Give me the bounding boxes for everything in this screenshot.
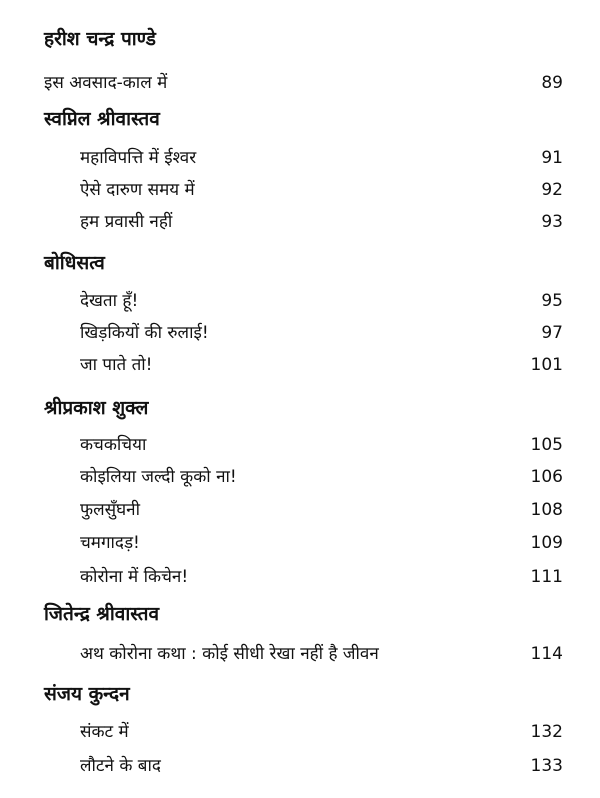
poem-title: कोरोना में किचेन! [80, 567, 189, 587]
page-number: 97 [541, 323, 563, 343]
toc-entry [0, 177, 600, 203]
toc-entry [0, 753, 600, 779]
poem-title: संकट में [80, 722, 129, 742]
author-heading: स्वप्निल श्रीवास्तव [44, 108, 160, 130]
page-number: 93 [541, 212, 563, 232]
toc-entry [0, 564, 600, 590]
toc-entry [0, 320, 600, 346]
page-number: 91 [541, 148, 563, 168]
poem-title: महाविपत्ति में ईश्वर [80, 148, 197, 168]
toc-entry [0, 70, 600, 96]
toc-entry [0, 464, 600, 490]
poem-title: इस अवसाद-काल में [44, 73, 168, 93]
page-number: 133 [530, 756, 563, 776]
page-number: 89 [541, 73, 563, 93]
author-heading: बोधिसत्व [44, 252, 105, 274]
toc-entry [0, 288, 600, 314]
page-number: 111 [530, 567, 563, 587]
page-number: 101 [530, 355, 563, 375]
author-heading: हरीश चन्द्र पाण्डे [44, 28, 156, 50]
author-heading: संजय कुन्दन [44, 683, 130, 705]
poem-title: जा पाते तो! [80, 355, 153, 375]
poem-title: कोइलिया जल्दी कूको ना! [80, 467, 237, 487]
page-number: 92 [541, 180, 563, 200]
toc-entry [0, 432, 600, 458]
poem-title: खिड़कियों की रुलाई! [80, 323, 209, 343]
toc-entry [0, 641, 600, 667]
page-number: 105 [530, 435, 563, 455]
page-number: 132 [530, 722, 563, 742]
page-number: 109 [530, 533, 563, 553]
poem-title: चमगादड़! [80, 533, 140, 553]
toc-entry [0, 719, 600, 745]
poem-title: हम प्रवासी नहीं [80, 212, 173, 232]
toc-entry [0, 530, 600, 556]
page-number: 114 [530, 644, 563, 664]
page-number: 95 [541, 291, 563, 311]
poem-title: देखता हूँ! [80, 291, 139, 311]
author-heading: श्रीप्रकाश शुक्ल [44, 397, 149, 419]
toc-entry [0, 497, 600, 523]
author-heading: जितेन्द्र श्रीवास्तव [44, 603, 160, 625]
toc-entry [0, 209, 600, 235]
poem-title: ऐसे दारुण समय में [80, 180, 195, 200]
toc-entry [0, 352, 600, 378]
poem-title: फुलसुँघनी [80, 500, 141, 520]
page-number: 108 [530, 500, 563, 520]
poem-title: अथ कोरोना कथा : कोई सीधी रेखा नहीं है जीवन [80, 644, 379, 664]
poem-title: कचकचिया [80, 435, 147, 455]
toc-entry [0, 145, 600, 171]
poem-title: लौटने के बाद [80, 756, 161, 776]
page-number: 106 [530, 467, 563, 487]
